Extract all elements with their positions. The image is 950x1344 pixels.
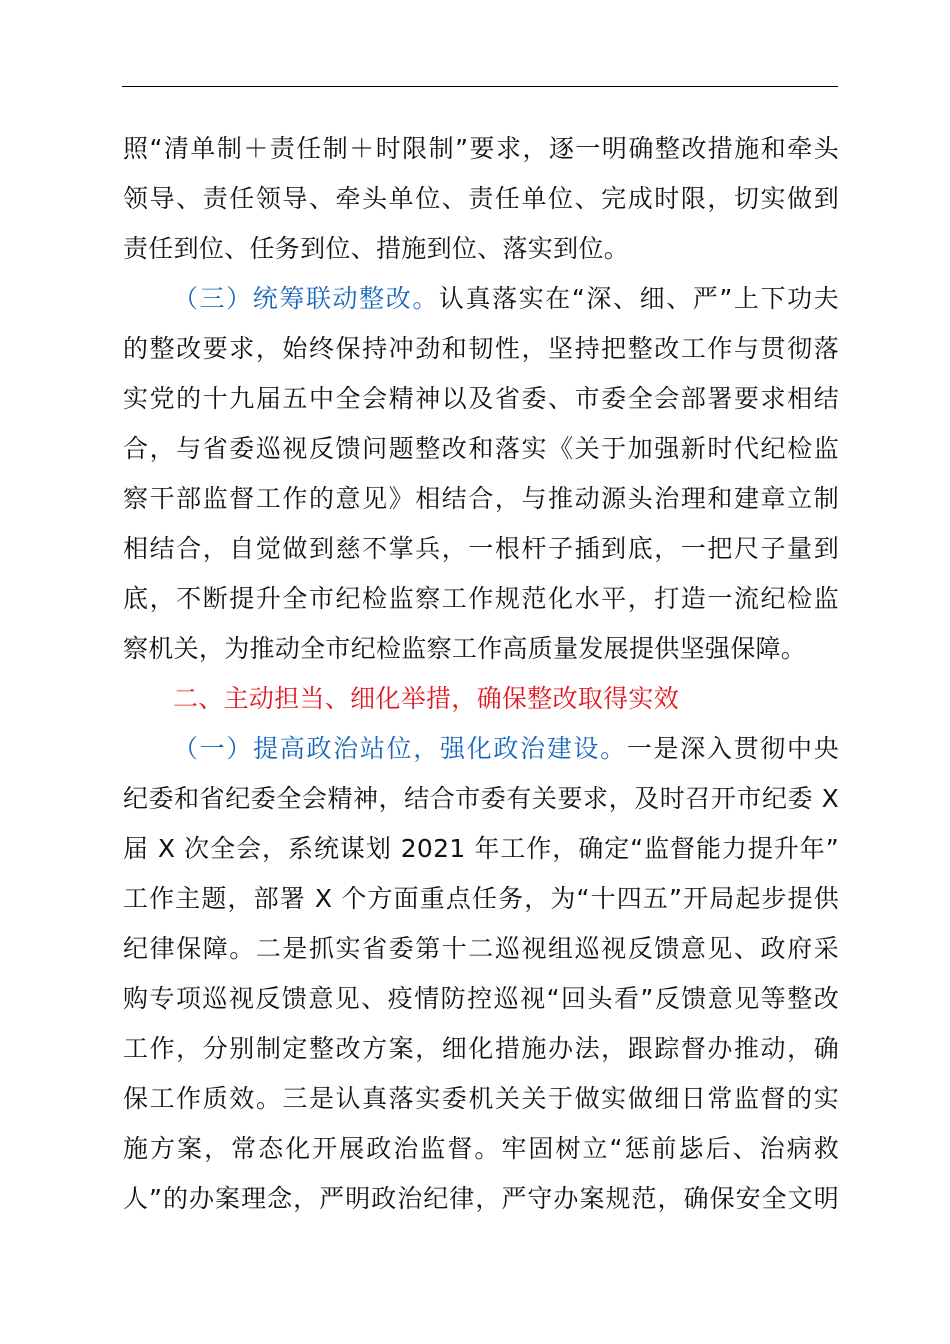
- body-line: 察干部监督工作的意见》相结合，与推动源头治理和建章立制: [123, 484, 839, 513]
- subsection-heading-3: （三）统筹联动整改。: [173, 284, 439, 313]
- header-rule: [122, 86, 838, 87]
- subsection-heading-1: （一）提高政治站位，强化政治建设。: [173, 734, 627, 763]
- body-line: 届 X 次全会，系统谋划 2021 年工作，确定“监督能力提升年”: [123, 834, 839, 863]
- body-text: 一是深入贯彻中央: [626, 734, 839, 763]
- paragraph-first-line: [173, 284, 839, 314]
- body-line: 人”的办案理念，严明政治纪律，严守办案规范，确保安全文明: [123, 1184, 839, 1213]
- body-line: 纪律保障。二是抓实省委第十二巡视组巡视反馈意见、政府采: [123, 934, 839, 963]
- body-line: 施方案，常态化开展政治监督。牢固树立“惩前毖后、治病救: [123, 1134, 839, 1163]
- body-line: 照“清单制＋责任制＋时限制”要求，逐一明确整改措施和牵头: [123, 134, 839, 163]
- body-line: 领导、责任领导、牵头单位、责任单位、完成时限，切实做到: [123, 184, 839, 213]
- body-line: 工作主题，部署 X 个方面重点任务，为“十四五”开局起步提供: [123, 884, 839, 913]
- body-line: 合，与省委巡视反馈问题整改和落实《关于加强新时代纪检监: [123, 434, 839, 463]
- body-text: 认真落实在“深、细、严”上下功夫: [438, 284, 839, 313]
- body-line: 察机关，为推动全市纪检监察工作高质量发展提供坚强保障。: [123, 634, 807, 663]
- body-line: 纪委和省纪委全会精神，结合市委有关要求，及时召开市纪委 X: [123, 784, 839, 813]
- paragraph-first-line: [173, 734, 839, 764]
- body-line: 购专项巡视反馈意见、疫情防控巡视“回头看”反馈意见等整改: [123, 984, 839, 1013]
- body-line: 保工作质效。三是认真落实委机关关于做实做细日常监督的实: [123, 1084, 839, 1113]
- body-line: 工作，分别制定整改方案，细化措施办法，跟踪督办推动，确: [123, 1034, 839, 1063]
- body-line: 实党的十九届五中全会精神以及省委、市委全会部署要求相结: [123, 384, 839, 413]
- body-line: 相结合，自觉做到慈不掌兵，一根杆子插到底，一把尺子量到: [123, 534, 839, 563]
- body-line: 底，不断提升全市纪检监察工作规范化水平，打造一流纪检监: [123, 584, 839, 613]
- body-line: 责任到位、任务到位、措施到位、落实到位。: [123, 234, 630, 263]
- body-line: 的整改要求，始终保持冲劲和韧性，坚持把整改工作与贯彻落: [123, 334, 839, 363]
- section-heading-2: 二、主动担当、细化举措，确保整改取得实效: [173, 684, 680, 713]
